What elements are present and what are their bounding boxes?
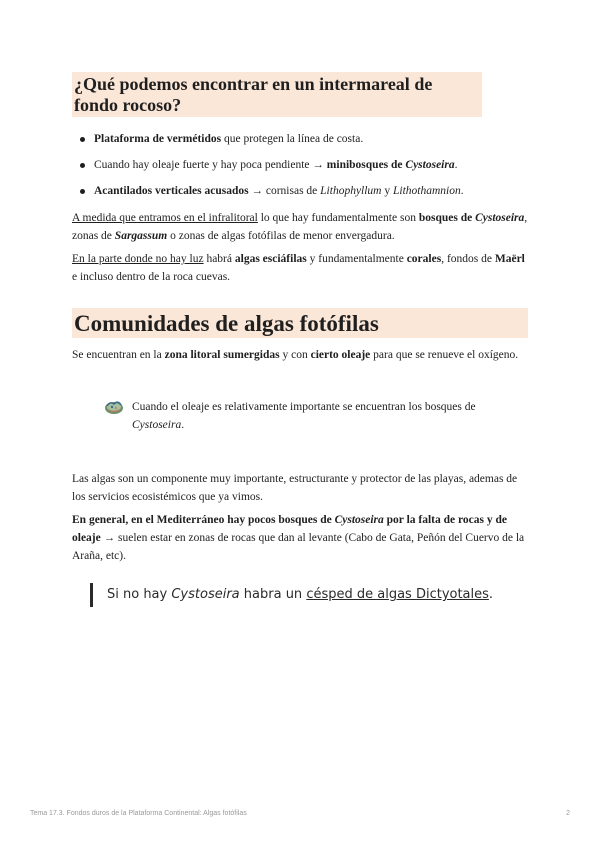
bold-text: bosques de bbox=[418, 212, 476, 224]
paragraph-infralitoral bbox=[72, 209, 528, 245]
bullet-bold-italic-text: Cystoseira bbox=[405, 159, 455, 171]
text-span: → suelen estar en zonas de rocas que dan al levante (Cabo de Gata, Peñón del Cuervo de la Araña, etc). bbox=[72, 532, 525, 562]
bold-italic-text: Cystoseira bbox=[334, 514, 384, 526]
callout-text bbox=[132, 398, 492, 434]
footer-title: Tema 17.3. Fondos duros de la Plataforma Continental: Algas fotófilas bbox=[30, 810, 247, 817]
list-item bbox=[72, 157, 528, 173]
text-span: , zonas de bbox=[72, 212, 528, 242]
text-span: . bbox=[488, 587, 494, 602]
paragraph-zona-litoral bbox=[72, 346, 528, 364]
document-page bbox=[72, 72, 528, 607]
bold-italic-text: Cystoseira bbox=[475, 212, 525, 224]
bold-text: algas esciáfilas bbox=[234, 253, 307, 265]
text-span: para que se renueve el oxígeno. bbox=[370, 349, 519, 361]
bullet-text: que protegen la línea de costa. bbox=[221, 133, 364, 145]
text-span: habra un bbox=[239, 587, 307, 602]
bold-text: Maërl bbox=[494, 253, 525, 265]
bullet-text: → cornisas de bbox=[248, 185, 321, 197]
italic-text: Cystoseira bbox=[132, 419, 182, 431]
blockquote bbox=[90, 583, 528, 607]
list-item bbox=[72, 183, 528, 199]
text-span: y fundamentalmente bbox=[306, 253, 407, 265]
bold-italic-text: Sargassum bbox=[114, 230, 168, 242]
bullet-dot bbox=[80, 137, 85, 142]
text-span: Se encuentran en la bbox=[72, 349, 165, 361]
underlined-text: A medida que entramos en el infralitoral bbox=[72, 212, 258, 224]
section-heading-intermareal: ¿Qué podemos encontrar en un intermareal de fondo rocoso? bbox=[72, 72, 482, 117]
bullet-text: y bbox=[381, 185, 393, 197]
bullet-italic-text: Lithothamnion bbox=[393, 185, 461, 197]
list-item bbox=[72, 131, 528, 147]
text-span: Si no hay bbox=[107, 587, 172, 602]
text-span: y con bbox=[279, 349, 311, 361]
seaweed-icon bbox=[102, 398, 126, 416]
bullet-bold-text: Acantilados verticales acusados bbox=[94, 185, 249, 197]
text-span: . bbox=[181, 419, 185, 431]
bullet-bold-text: Plataforma de vermétidos bbox=[94, 133, 222, 145]
callout-box bbox=[102, 398, 528, 434]
bullet-list bbox=[72, 131, 528, 199]
bold-text: por la falta de rocas y de oleaje bbox=[72, 514, 507, 544]
paragraph-mediterraneo bbox=[72, 511, 528, 565]
text-span: habrá bbox=[203, 253, 235, 265]
text-span: lo que hay fundamentalmente son bbox=[257, 212, 419, 224]
text-span: , fondos de bbox=[441, 253, 495, 265]
bullet-text: . bbox=[460, 185, 464, 197]
text-span: Cuando el oleaje es relativamente importante se encuentran los bosques de bbox=[132, 401, 476, 413]
bold-text: corales bbox=[406, 253, 442, 265]
text-span: o zonas de algas fotófilas de menor envergadura. bbox=[167, 230, 395, 242]
underlined-text: En la parte donde no hay luz bbox=[72, 253, 204, 265]
bullet-text: Cuando hay oleaje fuerte y hay poca pendiente → bbox=[94, 159, 327, 171]
bold-text: En general, en el Mediterráneo hay pocos bosques de bbox=[72, 514, 335, 526]
page-number: 2 bbox=[566, 810, 570, 817]
bold-text: zona litoral sumergidas bbox=[164, 349, 280, 361]
bullet-bold-text: minibosques de bbox=[326, 159, 406, 171]
bullet-italic-text: Lithophyllum bbox=[320, 185, 382, 197]
bullet-text: . bbox=[454, 159, 458, 171]
italic-text: Cystoseira bbox=[171, 587, 240, 602]
text-span: e incluso dentro de la roca cuevas. bbox=[72, 271, 231, 283]
bullet-dot bbox=[80, 163, 85, 168]
underlined-text: césped de algas Dictyotales bbox=[306, 587, 489, 602]
bullet-dot bbox=[80, 189, 85, 194]
paragraph-importancia-algas: Las algas son un componente muy importante, estructurante y protector de las playas, ademas de los servicios ecosistémicos que ya vimos. bbox=[72, 473, 518, 503]
section-heading-comunidades: Comunidades de algas fotófilas bbox=[72, 308, 528, 338]
bold-text: cierto oleaje bbox=[310, 349, 371, 361]
paragraph-sin-luz bbox=[72, 250, 528, 286]
